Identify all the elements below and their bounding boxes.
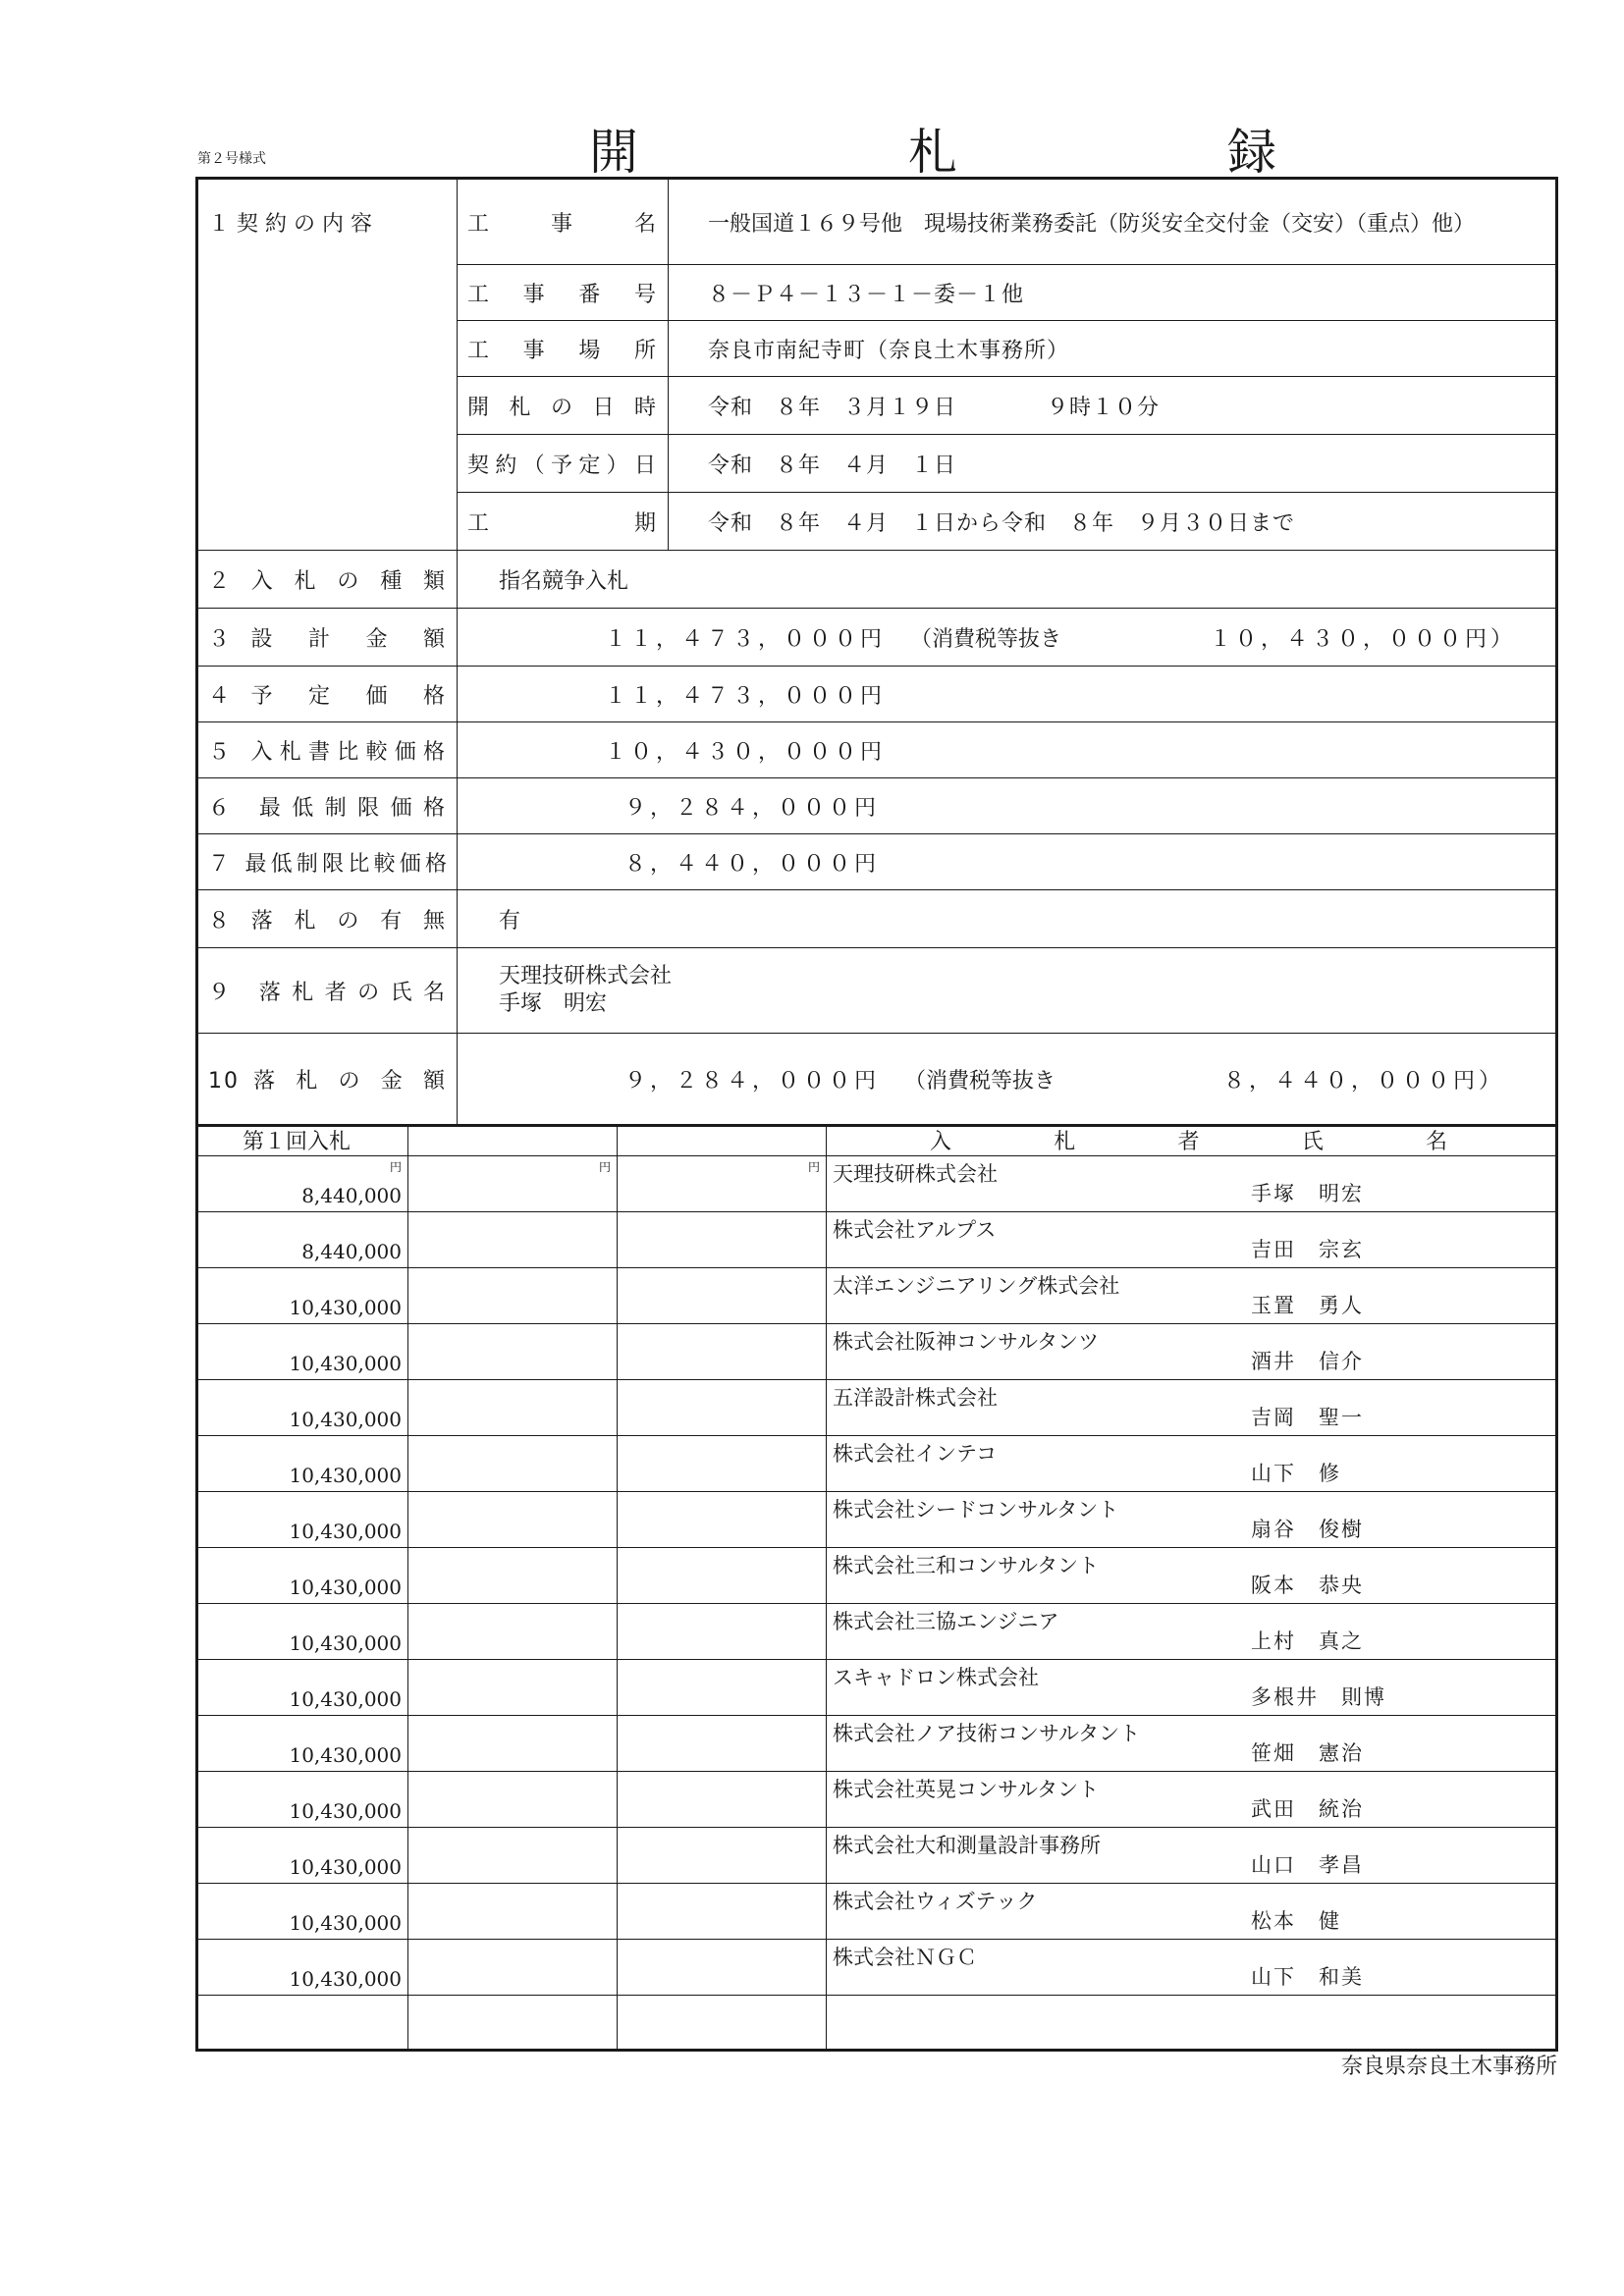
bid-amount-cell — [197, 1828, 408, 1884]
third-round-cell — [618, 1884, 827, 1940]
bidder-representative: 手塚 明宏 — [1251, 1182, 1364, 1205]
second-round-cell — [408, 1604, 618, 1660]
award-presence-label: ８ 落 札 の 有 無 — [197, 890, 458, 948]
second-round-cell — [408, 1324, 618, 1380]
bid-row — [197, 1884, 1557, 1940]
bid-row — [197, 1828, 1557, 1884]
bidder-representative: 山口 孝昌 — [1251, 1853, 1364, 1877]
form-number: 第２号様式 — [197, 151, 266, 167]
second-round-cell — [408, 1940, 618, 1996]
bid-amount-cell — [197, 1772, 408, 1828]
bid-row — [197, 1716, 1557, 1772]
round-label: 第１回入札 — [197, 1125, 408, 1156]
contract-date-value: 令和 ８年 ４月 １日 — [669, 435, 1557, 493]
bidder-cell — [827, 1548, 1557, 1604]
bid-row — [197, 1604, 1557, 1660]
bidder-cell — [827, 1212, 1557, 1268]
bidder-cell — [827, 1492, 1557, 1548]
bidder-cell — [827, 1324, 1557, 1380]
bid-row — [197, 1772, 1557, 1828]
bidder-company: 株式会社ウィズテック — [833, 1890, 1038, 1913]
second-round-cell — [408, 1660, 618, 1716]
bidder-company: 株式会社ＮＧＣ — [833, 1946, 977, 1969]
bid-row — [197, 1940, 1557, 1996]
bid-amount: 8,440,000 — [301, 1240, 402, 1263]
bid-row — [197, 1436, 1557, 1492]
design-amount-value: １１，４７３，０００円 — [605, 626, 887, 652]
bidder-representative: 山下 修 — [1251, 1462, 1341, 1485]
min-limit-compare-price-value: ８，４４０，０００円 — [458, 834, 1557, 890]
award-presence-value: 有 — [458, 890, 1557, 948]
bid-amount: 10,430,000 — [289, 1575, 402, 1599]
design-amount-note: （消費税等抜き — [910, 626, 1062, 652]
bid-amount: 10,430,000 — [289, 1352, 402, 1375]
bid-amount-cell — [197, 1604, 408, 1660]
design-amount-cell — [458, 609, 1557, 667]
bidder-representative: 松本 健 — [1251, 1909, 1341, 1933]
third-round-cell — [618, 1436, 827, 1492]
bidder-cell — [827, 1940, 1557, 1996]
opening-datetime-label: 開 札 の 日 時 — [458, 377, 669, 435]
third-round-cell — [618, 1772, 827, 1828]
third-round-cell — [618, 1324, 827, 1380]
bidder-cell — [827, 1884, 1557, 1940]
bid-amount: 10,430,000 — [289, 1464, 402, 1487]
bid-type-label: ２ 入 札 の 種 類 — [197, 551, 458, 609]
min-limit-compare-price-label: ７ 最低制限比較価格 — [197, 834, 458, 890]
bidder-representative: 山下 和美 — [1251, 1965, 1364, 1989]
third-round-cell — [618, 1380, 827, 1436]
empty-cell — [408, 1996, 618, 2051]
bidder-company: スキャドロン株式会社 — [833, 1666, 1039, 1689]
bidder-company: 株式会社ノア技術コンサルタント — [833, 1722, 1141, 1745]
second-round-cell — [408, 1156, 618, 1212]
bid-amount: 8,440,000 — [301, 1184, 402, 1207]
bidder-representative: 笹畑 憲治 — [1251, 1741, 1364, 1765]
bidder-company: 株式会社阪神コンサルタンツ — [833, 1330, 1100, 1354]
bidder-company: 株式会社シードコンサルタント — [833, 1498, 1119, 1522]
bidder-cell — [827, 1156, 1557, 1212]
empty-cell — [827, 1996, 1557, 2051]
bid-amount-cell — [197, 1492, 408, 1548]
bid-amount: 10,430,000 — [289, 1911, 402, 1935]
title-char: 札 — [908, 124, 957, 181]
bid-amount-cell — [197, 1156, 408, 1212]
bidder-company: 五洋設計株式会社 — [833, 1386, 998, 1410]
third-round-cell — [618, 1212, 827, 1268]
bid-amount: 10,430,000 — [289, 1967, 402, 1991]
award-amount-value: ９，２８４，０００円 — [624, 1068, 881, 1094]
second-round-cell — [408, 1884, 618, 1940]
bidder-representative: 扇谷 俊樹 — [1251, 1518, 1364, 1541]
contract-info-table — [195, 177, 1558, 1127]
yen-unit: 円 — [807, 1160, 820, 1174]
bidder-representative: 武田 統治 — [1251, 1797, 1364, 1821]
design-amount-ex-tax: １０，４３０，０００円） — [1210, 626, 1517, 652]
winner-label: ９ 落札者の氏名 — [197, 948, 458, 1034]
title-char: 録 — [1227, 124, 1276, 181]
bidder-cell — [827, 1380, 1557, 1436]
bidder-representative: 玉置 勇人 — [1251, 1294, 1364, 1317]
contract-date-label: 契約（予定）日 — [458, 435, 669, 493]
bid-amount-cell — [197, 1716, 408, 1772]
third-round-cell — [618, 1604, 827, 1660]
second-round-cell — [408, 1548, 618, 1604]
bid-amount-cell — [197, 1940, 408, 1996]
bid-compare-price-label: ５ 入札書比較価格 — [197, 722, 458, 778]
bidder-representative: 吉田 宗玄 — [1251, 1238, 1364, 1261]
bidder-cell — [827, 1828, 1557, 1884]
bid-amount-cell — [197, 1324, 408, 1380]
bid-amount-cell — [197, 1212, 408, 1268]
bidder-cell — [827, 1436, 1557, 1492]
bid-row — [197, 1268, 1557, 1324]
third-round-cell — [618, 1716, 827, 1772]
bid-row — [197, 1324, 1557, 1380]
second-round-cell — [408, 1716, 618, 1772]
bidder-company: 株式会社インテコ — [833, 1442, 998, 1466]
bid-row — [197, 1492, 1557, 1548]
third-round-cell — [618, 1156, 827, 1212]
bid-row — [197, 1380, 1557, 1436]
bid-amount-cell — [197, 1380, 408, 1436]
second-round-cell — [408, 1492, 618, 1548]
bid-row — [197, 1212, 1557, 1268]
bidder-representative: 吉岡 聖一 — [1251, 1406, 1364, 1429]
opening-datetime-value: 令和 ８年 ３月１９日 ９時１０分 — [669, 377, 1557, 435]
bidder-cell — [827, 1604, 1557, 1660]
bidder-cell — [827, 1268, 1557, 1324]
award-amount-label: 10 落 札 の 金 額 — [197, 1034, 458, 1126]
planned-price-value: １１，４７３，０００円 — [458, 667, 1557, 722]
bidder-representative: 多根井 則博 — [1251, 1685, 1386, 1709]
bidder-company: 株式会社大和測量設計事務所 — [833, 1834, 1101, 1857]
award-amount-ex-tax: ８，４４０，０００円） — [1223, 1068, 1505, 1094]
bid-compare-price-value: １０，４３０，０００円 — [458, 722, 1557, 778]
bid-amount: 10,430,000 — [289, 1855, 402, 1879]
yen-unit: 円 — [389, 1160, 402, 1174]
bidder-representative: 酒井 信介 — [1251, 1350, 1364, 1373]
work-place-value: 奈良市南紀寺町（奈良土木事務所） — [669, 321, 1557, 377]
award-amount-note: （消費税等抜き — [904, 1068, 1056, 1094]
bid-amount: 10,430,000 — [289, 1408, 402, 1431]
yen-unit: 円 — [598, 1160, 611, 1174]
bid-type-value: 指名競争入札 — [458, 551, 1557, 609]
bid-amount: 10,430,000 — [289, 1631, 402, 1655]
empty-header — [618, 1125, 827, 1156]
bidder-company: 株式会社三和コンサルタント — [833, 1554, 1100, 1577]
empty-header — [408, 1125, 618, 1156]
second-round-cell — [408, 1436, 618, 1492]
bidder-name-header: 入 札 者 氏 名 — [827, 1125, 1557, 1156]
work-place-label: 工 事 場 所 — [458, 321, 669, 377]
bid-row — [197, 1660, 1557, 1716]
award-amount-cell — [458, 1034, 1557, 1126]
bidder-cell — [827, 1716, 1557, 1772]
document-title — [589, 113, 1276, 182]
third-round-cell — [618, 1492, 827, 1548]
work-name-label: 工 事 名 — [458, 179, 669, 265]
winner-person: 手塚 明宏 — [499, 991, 608, 1016]
bidder-company: 株式会社三協エンジニア — [833, 1610, 1059, 1633]
empty-cell — [618, 1996, 827, 2051]
third-round-cell — [618, 1660, 827, 1716]
second-round-cell — [408, 1772, 618, 1828]
work-number-label: 工 事 番 号 — [458, 265, 669, 321]
bid-amount: 10,430,000 — [289, 1799, 402, 1823]
work-number-value: ８－Ｐ４－１３－１－委－１他 — [669, 265, 1557, 321]
third-round-cell — [618, 1940, 827, 1996]
winner-company: 天理技研株式会社 — [499, 964, 673, 988]
bid-amount: 10,430,000 — [289, 1520, 402, 1543]
work-name-value: 一般国道１６９号他 現場技術業務委託（防災安全交付金（交安）（重点）他） — [669, 179, 1557, 265]
second-round-cell — [408, 1380, 618, 1436]
bid-amount-cell — [197, 1268, 408, 1324]
bid-amount: 10,430,000 — [289, 1687, 402, 1711]
contract-section-label: １ 契 約 の 内 容 — [197, 179, 458, 551]
title-char: 開 — [589, 124, 638, 181]
min-limit-price-label: ６ 最低制限価格 — [197, 778, 458, 834]
second-round-cell — [408, 1268, 618, 1324]
bidder-company: 株式会社アルプス — [833, 1218, 997, 1242]
bid-amount-cell — [197, 1884, 408, 1940]
bid-results-table — [195, 1125, 1558, 2052]
issuing-office: 奈良県奈良土木事務所 — [1340, 2055, 1557, 2079]
bid-row — [197, 1548, 1557, 1604]
bidder-company: 株式会社英晃コンサルタント — [833, 1778, 1100, 1801]
work-period-value: 令和 ８年 ４月 １日から令和 ８年 ９月３０日まで — [669, 493, 1557, 551]
second-round-cell — [408, 1828, 618, 1884]
bid-amount-cell — [197, 1548, 408, 1604]
third-round-cell — [618, 1828, 827, 1884]
bid-amount: 10,430,000 — [289, 1743, 402, 1767]
min-limit-price-value: ９，２８４，０００円 — [458, 778, 1557, 834]
bid-row — [197, 1156, 1557, 1212]
third-round-cell — [618, 1548, 827, 1604]
winner-cell — [458, 948, 1557, 1034]
bidder-cell — [827, 1660, 1557, 1716]
design-amount-label: ３ 設 計 金 額 — [197, 609, 458, 667]
empty-cell — [197, 1996, 408, 2051]
bidder-cell — [827, 1772, 1557, 1828]
bid-amount-cell — [197, 1436, 408, 1492]
bidder-company: 天理技研株式会社 — [833, 1162, 998, 1186]
bidder-representative: 阪本 恭央 — [1251, 1574, 1364, 1597]
bidder-company: 太洋エンジニアリング株式会社 — [833, 1274, 1120, 1298]
second-round-cell — [408, 1212, 618, 1268]
third-round-cell — [618, 1268, 827, 1324]
bid-amount-cell — [197, 1660, 408, 1716]
work-period-label: 工 期 — [458, 493, 669, 551]
planned-price-label: ４ 予 定 価 格 — [197, 667, 458, 722]
bid-amount: 10,430,000 — [289, 1296, 402, 1319]
bidder-representative: 上村 真之 — [1251, 1629, 1364, 1653]
